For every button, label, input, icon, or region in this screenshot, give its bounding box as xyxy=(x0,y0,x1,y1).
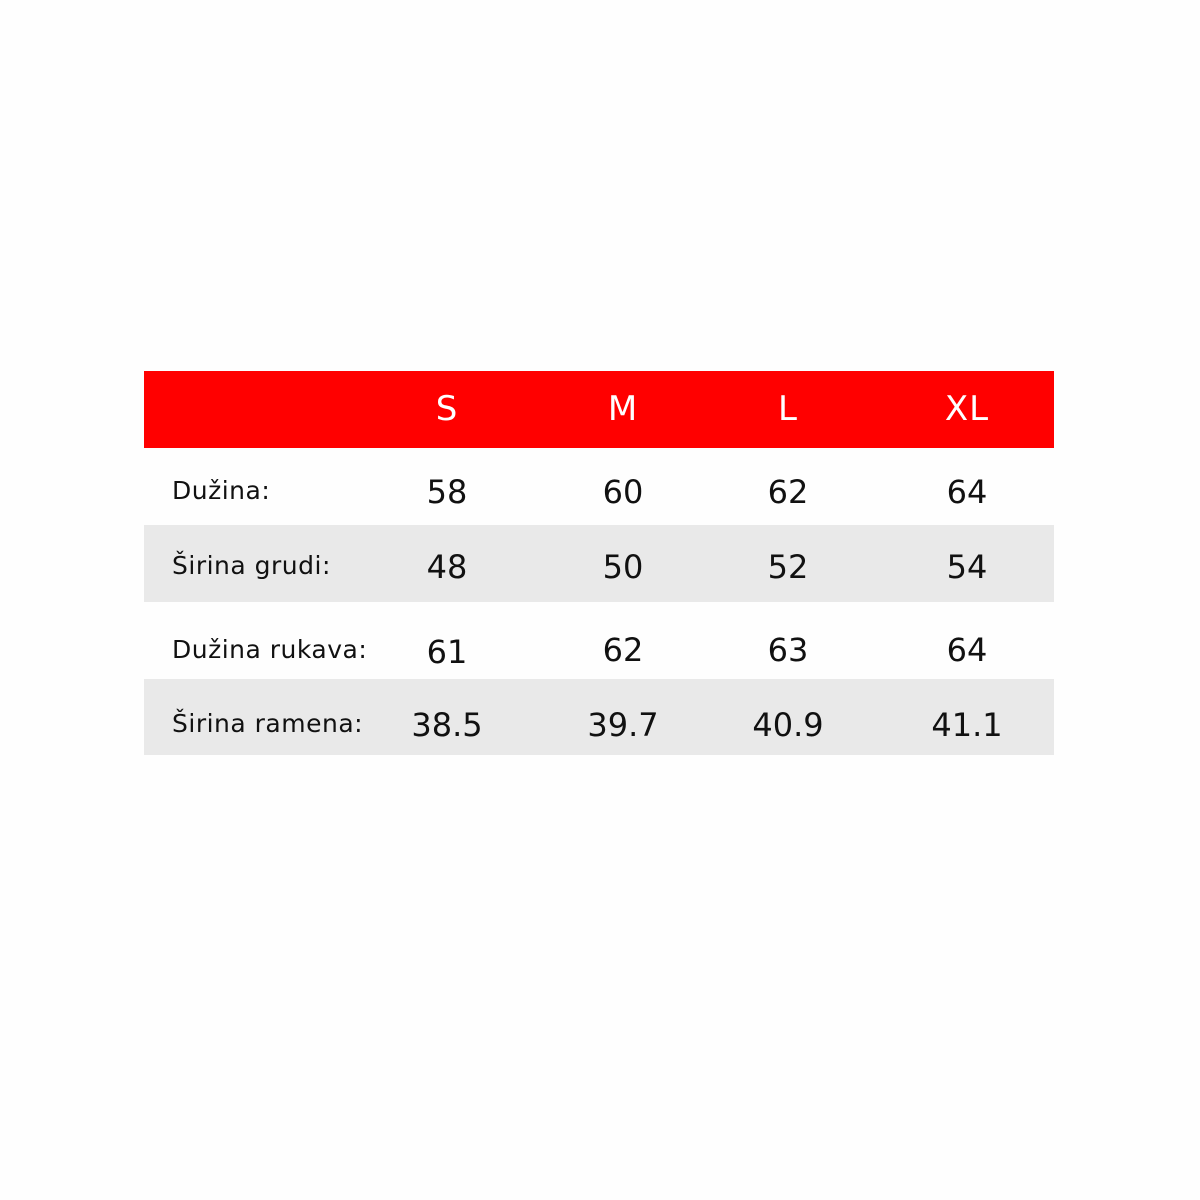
table-cell: 41.1 xyxy=(931,706,1003,744)
row-label: Širina grudi: xyxy=(172,551,331,580)
table-cell: 63 xyxy=(767,631,809,669)
table-cell: 60 xyxy=(602,473,644,511)
table-row-duzina xyxy=(144,448,1054,525)
table-cell: 38.5 xyxy=(411,706,483,744)
table-cell: 64 xyxy=(946,631,988,669)
size-header-row xyxy=(144,371,1054,448)
table-cell: 64 xyxy=(946,473,988,511)
table-cell: 58 xyxy=(426,473,468,511)
size-header-xl: XL xyxy=(944,389,990,429)
row-label: Dužina rukava: xyxy=(172,635,368,664)
size-chart-table xyxy=(144,371,1054,755)
table-cell: 62 xyxy=(602,631,644,669)
table-cell: 40.9 xyxy=(752,706,824,744)
row-label: Širina ramena: xyxy=(172,709,364,738)
table-row-sirina-grudi xyxy=(144,525,1054,602)
table-cell: 50 xyxy=(602,548,644,586)
size-header-m: M xyxy=(607,389,639,429)
table-row-sirina-ramena xyxy=(144,679,1054,755)
table-row-duzina-rukava xyxy=(144,602,1054,679)
table-cell: 39.7 xyxy=(587,706,659,744)
size-header-s: S xyxy=(435,389,459,429)
table-cell: 48 xyxy=(426,548,468,586)
table-cell: 54 xyxy=(946,548,988,586)
table-cell: 61 xyxy=(426,633,468,671)
table-cell: 52 xyxy=(767,548,809,586)
row-label: Dužina: xyxy=(172,476,271,505)
table-cell: 62 xyxy=(767,473,809,511)
size-header-l: L xyxy=(778,389,798,429)
